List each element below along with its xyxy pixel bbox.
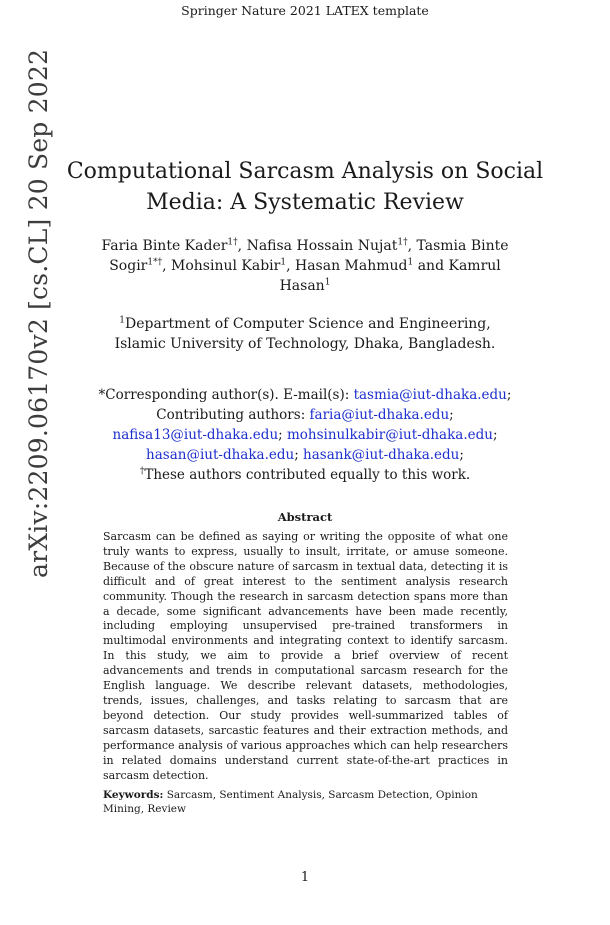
affiliation-text: Department of Computer Science and Engineering, Islamic University of Technology, Dhaka, Bangladesh. [114,316,496,352]
abstract-heading: Abstract [277,510,333,524]
keywords-text: Sarcasm, Sentiment Analysis, Sarcasm Detection, Opinion Mining, Review [103,789,478,815]
author-marker: 1† [397,237,408,248]
author-marker: 1† [227,237,238,248]
correspondence-block: *Corresponding author(s). E-mail(s): tasmia@iut-dhaka.edu; Contributing authors: faria@iut-dhaka.edu; nafisa13@iut-dhaka.edu; mohsinulkabir@iut-dhaka.edu; hasan@iut-dhaka.edu; hasank@iut-dhaka.edu; †These authors contributed equally to this work. [98,387,512,483]
affiliation [95,314,515,354]
email-link[interactable]: mohsinulkabir@iut-dhaka.edu [286,427,493,443]
author-name: Kamrul Hasan [279,258,501,294]
author-name: Faria Binte Kader [101,238,228,254]
email-link[interactable]: hasank@iut-dhaka.edu [303,447,460,463]
arxiv-identifier: arXiv:2209.06170v2 [cs.CL] 20 Sep 2022 [24,48,53,578]
author-marker: 1 [280,257,287,268]
author-name: Nafisa Hossain Nujat [246,238,398,254]
author-name: Mohsinul Kabir [171,258,281,274]
title-line-2: Media: A Systematic Review [146,190,464,215]
running-header: Springer Nature 2021 LATEX template [181,3,429,18]
contributing-label: Contributing authors: [156,407,306,423]
email-link[interactable]: nafisa13@iut-dhaka.edu [112,427,279,443]
author-marker: 1*† [147,257,163,268]
keywords [103,788,508,816]
paper-title [60,156,550,218]
author-marker: 1 [324,277,331,288]
email-link[interactable]: hasan@iut-dhaka.edu [146,447,295,463]
abstract-text: Sarcasm can be defined as saying or writing the opposite of what one truly wants to express, usually to insult, irritate, or amuse someone. Because of the obscure nature of sarcasm in textual data, detecting it is difficult and of great interest to the sentiment analysis research community. Though the research in sarcasm detection spans more than a decade, some significant advancements have been made recently, including employing unsupervised pre-trained transformers in multimodal environments and integrating context to identify sarcasm. In this study, we aim to provide a brief overview of recent advancements and trends in computational sarcasm research for the English language. We describe relevant datasets, methodologies, trends, issues, challenges, and tasks relating to sarcasm that are beyond detection. Our study provides well-summarized tables of sarcasm datasets, sarcastic features and their extraction methods, and performance analysis of various approaches which can help researchers in related domains understand current state-of-the-art practices in sarcasm detection. [103,530,508,782]
title-line-1: Computational Sarcasm Analysis on Social [66,159,544,184]
keywords-label: Keywords: [103,789,164,801]
author-name: Hasan Mahmud [295,258,408,274]
author-name: Tasmia Binte Sogir [109,238,509,274]
equal-contribution-marker: † [139,466,145,477]
author-list: Faria Binte Kader$^{1\dagger}$, Nafisa Hossain Nujat$^{1\dagger}$, Tasmia Binte Sogir$^{1*\dagger}$, Mohsinul Kabir$^1$, Hasan Mahmud$^1$ and Kamrul Hasan$^1$ [101,237,509,294]
author-marker: 1 [407,257,414,268]
equal-contribution-note: These authors contributed equally to this work. [144,467,471,483]
email-link[interactable]: faria@iut-dhaka.edu [309,407,450,423]
affiliation-marker: 1 [119,315,125,326]
corresponding-email-link[interactable]: tasmia@iut-dhaka.edu [353,387,507,403]
page-number: 1 [300,870,310,885]
corresponding-label: *Corresponding author(s). E-mail(s): [98,387,350,403]
